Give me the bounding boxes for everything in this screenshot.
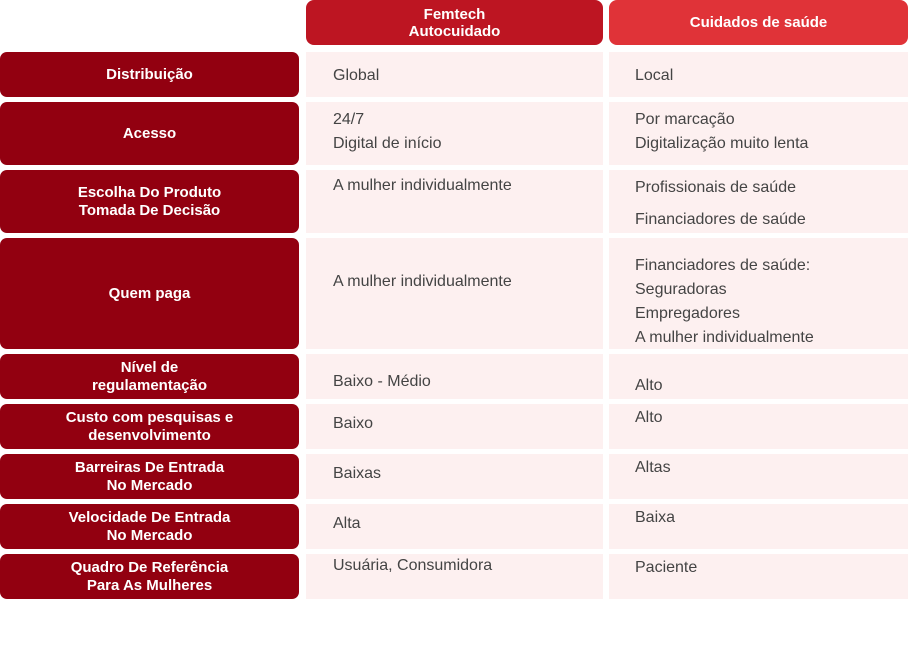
cell-femtech — [306, 52, 603, 97]
table-row — [0, 504, 908, 549]
cell-line: Alto — [635, 409, 663, 426]
cell-femtech — [306, 504, 603, 549]
cell-healthcare — [609, 102, 908, 165]
table-row — [0, 238, 908, 349]
cell-line: Financiadores de saúde — [635, 211, 806, 228]
cell-healthcare — [609, 504, 908, 549]
cell-line: Alto — [635, 377, 663, 394]
row-label: Acesso — [0, 102, 299, 165]
cell-line: Baixo - Médio — [333, 373, 431, 390]
cell-line: Baixa — [635, 509, 676, 526]
row-label: Custo com pesquisas e desenvolvimento — [0, 404, 299, 449]
cell-line: Profissionais de saúde — [635, 179, 796, 196]
cell-femtech — [306, 170, 603, 233]
cell-line: Local — [635, 67, 674, 84]
table-row — [0, 404, 908, 449]
row-label: Escolha Do Produto Tomada De Decisão — [0, 170, 299, 233]
cell-healthcare — [609, 238, 908, 349]
cell-line: Digitalização muito lenta — [635, 135, 809, 152]
cell-line: Baixas — [333, 465, 382, 482]
row-label: Quem paga — [0, 238, 299, 349]
cell-femtech — [306, 238, 603, 349]
cell-line: Empregadores — [635, 305, 740, 322]
column-header-femtech: Femtech Autocuidado — [306, 0, 603, 45]
table-row — [0, 454, 908, 499]
table-row — [0, 102, 908, 165]
row-label: Quadro De Referência Para As Mulheres — [0, 554, 299, 599]
cell-line: Paciente — [635, 559, 698, 576]
cell-line: A mulher individualmente — [333, 177, 512, 194]
table-row — [0, 554, 908, 599]
cell-healthcare — [609, 554, 908, 599]
cell-line: 24/7 — [333, 111, 365, 128]
cell-line: Altas — [635, 459, 671, 476]
cell-healthcare — [609, 170, 908, 233]
cell-line: Usuária, Consumidora — [333, 557, 493, 574]
cell-femtech — [306, 354, 603, 399]
cell-femtech — [306, 454, 603, 499]
row-label: Barreiras De Entrada No Mercado — [0, 454, 299, 499]
row-label: Distribuição — [0, 52, 299, 97]
column-header-healthcare: Cuidados de saúde — [609, 0, 908, 45]
cell-line: Financiadores de saúde: — [635, 257, 811, 274]
row-label: Velocidade De Entrada No Mercado — [0, 504, 299, 549]
cell-healthcare — [609, 454, 908, 499]
row-label: Nível de regulamentação — [0, 354, 299, 399]
cell-femtech — [306, 404, 603, 449]
table-row — [0, 52, 908, 97]
cell-line: Seguradoras — [635, 281, 727, 298]
cell-line: Por marcação — [635, 111, 735, 128]
cell-healthcare — [609, 52, 908, 97]
cell-femtech — [306, 554, 603, 599]
cell-line: A mulher individualmente — [333, 273, 512, 290]
cell-line: Digital de início — [333, 135, 442, 152]
cell-femtech — [306, 102, 603, 165]
table-row — [0, 170, 908, 233]
cell-line: Baixo — [333, 415, 374, 432]
table-row — [0, 354, 908, 399]
cell-line: A mulher individualmente — [635, 329, 814, 346]
cell-line: Alta — [333, 515, 361, 532]
cell-healthcare — [609, 404, 908, 449]
cell-healthcare — [609, 354, 908, 399]
cell-line: Global — [333, 67, 380, 84]
